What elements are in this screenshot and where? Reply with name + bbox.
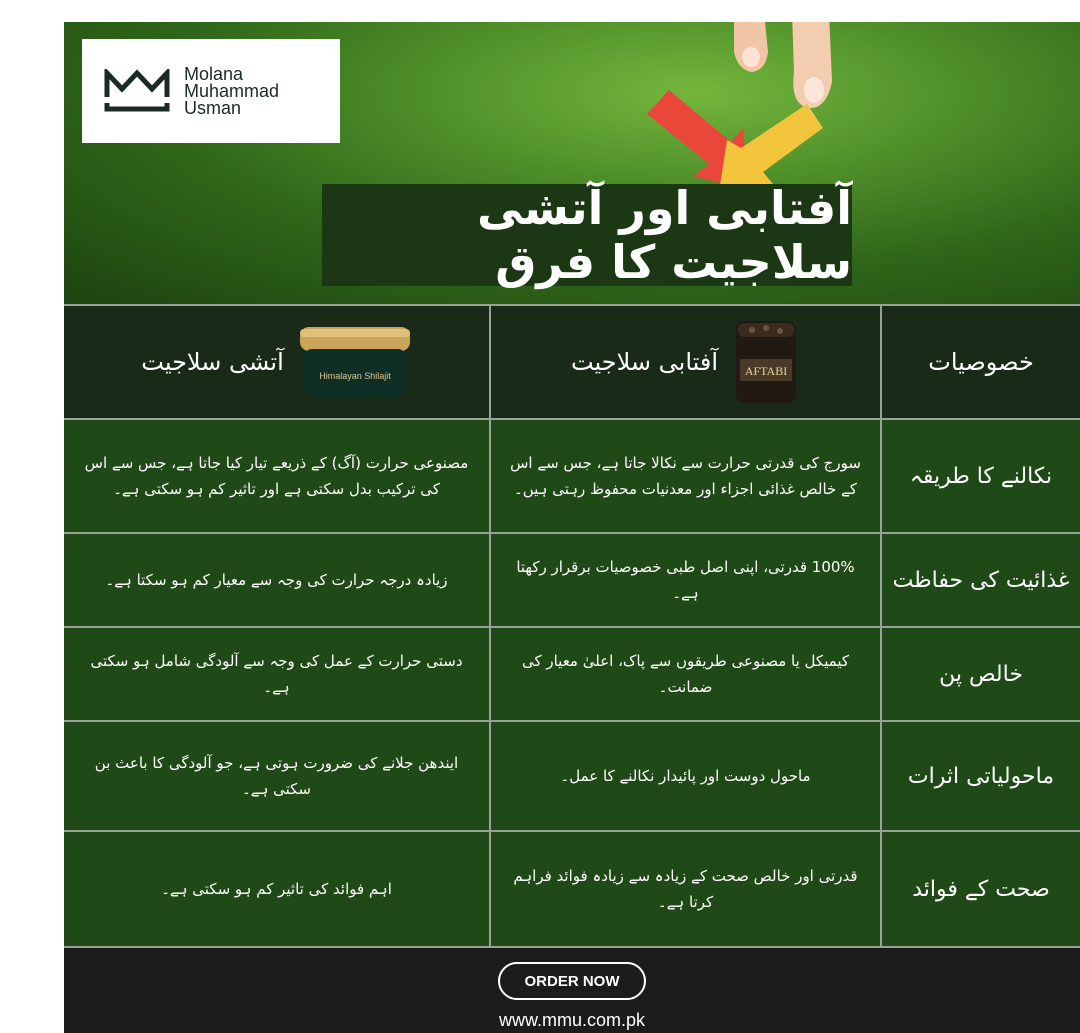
comparison-table: [64, 304, 1080, 946]
header-atishi-label: آتشی سلاجیت: [141, 348, 284, 376]
table-row: [64, 830, 1080, 946]
row-aftabi: قدرتی اور خالص صحت کے زیادہ سے زیادہ فوائد فراہم کرتا ہے۔: [489, 832, 882, 946]
row-atishi: دستی حرارت کے عمل کی وجہ سے آلودگی شامل ہو سکتی ہے۔: [90, 652, 463, 696]
poster: [64, 22, 1080, 1033]
aftabi-product: [571, 319, 800, 405]
header-atishi: [64, 306, 489, 418]
title-banner: [322, 181, 852, 289]
row-aftabi: سورج کی قدرتی حرارت سے نکالا جاتا ہے، جس سے اس کے خالص غذائی اجزاء اور معدنیات محفوظ رہتی ہیں۔: [489, 420, 882, 532]
brand-name-line2: Muhammad: [184, 80, 280, 101]
table-row: [64, 626, 1080, 720]
row-aftabi: 100% قدرتی، اپنی اصل طبی خصوصیات برقرار رکھتا ہے۔: [489, 534, 882, 626]
row-feature: صحت کے فوائد: [912, 876, 1050, 902]
brand-name-line3: Usman: [184, 97, 242, 118]
row-atishi: زیادہ درجہ حرارت کی وجہ سے معیار کم ہو سکتا ہے۔: [105, 571, 448, 589]
table-header-row: [64, 304, 1080, 418]
header-feature: خصوصیات: [928, 348, 1034, 376]
row-aftabi: کیمیکل یا مصنوعی طریقوں سے پاک، اعلیٰ معیار کی ضمانت۔: [489, 628, 882, 720]
header-aftabi: [489, 306, 882, 418]
row-aftabi: ماحول دوست اور پائیدار نکالنے کا عمل۔: [489, 722, 882, 830]
brand-logo[interactable]: [82, 39, 340, 143]
row-atishi: مصنوعی حرارت (آگ) کے ذریعے تیار کیا جاتا ہے، جس سے اس کی ترکیب بدل سکتی ہے اور تاثیر کم ہو سکتی ہے۔: [84, 454, 469, 498]
brand-monogram-icon: [104, 69, 174, 113]
table-row: [64, 418, 1080, 532]
aftabi-jar-label: AFTABI: [744, 364, 788, 378]
footer: [64, 946, 1080, 1033]
hero-banner: [64, 22, 1080, 304]
brand-name-line1: Molana: [184, 63, 244, 84]
row-feature: خالص پن: [939, 661, 1023, 687]
atishi-product: [141, 325, 411, 399]
row-feature: غذائیت کی حفاظت: [892, 567, 1070, 593]
table-row: [64, 532, 1080, 626]
header-aftabi-label: آفتابی سلاجیت: [570, 348, 719, 376]
aftabi-jar-image: [732, 319, 800, 405]
row-feature: ماحولیاتی اثرات: [907, 763, 1055, 789]
pointer-arrows-icon: [639, 82, 824, 192]
row-atishi: اہم فوائد کی تاثیر کم ہو سکتی ہے۔: [161, 880, 392, 898]
page-title: آفتابی اور آتشی سلاجیت کا فرق: [476, 181, 852, 289]
atishi-jar-label: Himalayan Shilajit: [318, 371, 391, 381]
brand-name: [184, 63, 280, 118]
row-atishi: ایندھن جلانے کی ضرورت ہوتی ہے، جو آلودگی کا باعث بن سکتی ہے۔: [94, 754, 459, 798]
table-row: [64, 720, 1080, 830]
atishi-jar-image: [298, 325, 412, 399]
order-now-button[interactable]: ORDER NOW: [498, 962, 646, 1000]
row-feature: نکالنے کا طریقہ: [909, 463, 1053, 489]
website-link[interactable]: www.mmu.com.pk: [498, 1010, 646, 1030]
